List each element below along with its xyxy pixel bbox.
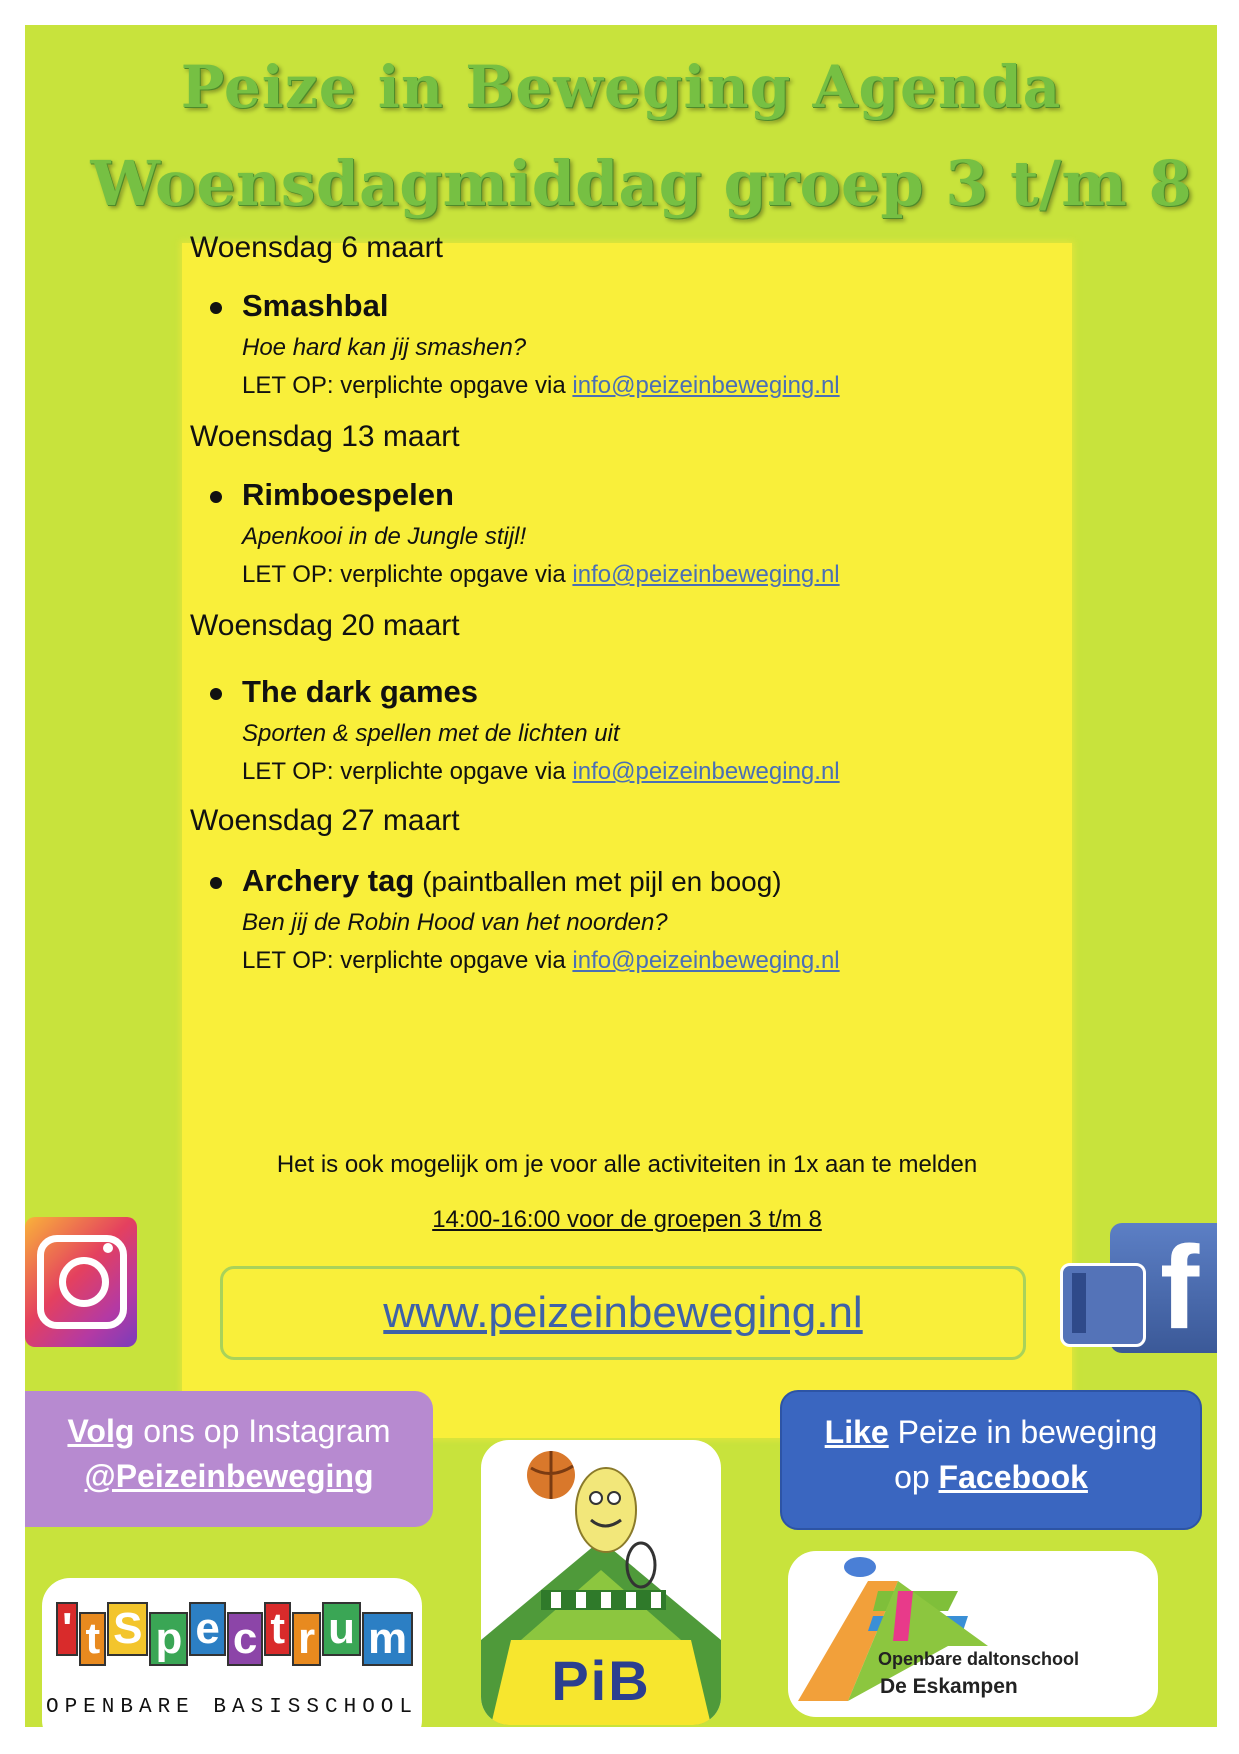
facebook-thumbs-up-icon[interactable]: f (1060, 1223, 1217, 1353)
agenda-day: Woensdag 27 maart (190, 804, 460, 837)
spectrum-letter: e (189, 1602, 225, 1656)
eskampen-school-logo (788, 1551, 1158, 1717)
spectrum-letter: ' (56, 1602, 78, 1656)
activity-note (222, 561, 1062, 589)
follow-label: Volg (67, 1413, 135, 1449)
note-text: LET OP: verplichte opgave via (242, 947, 573, 974)
activity-subtitle: Apenkooi in de Jungle stijl! (242, 523, 527, 550)
note-text: LET OP: verplichte opgave via (242, 561, 573, 588)
poster (25, 25, 1217, 1727)
bullet-icon (210, 302, 222, 314)
agenda-activity (222, 288, 1062, 400)
spectrum-letter: p (149, 1612, 188, 1666)
pib-text: PiB (551, 1649, 651, 1712)
spectrum-letter: c (227, 1612, 263, 1666)
facebook-link[interactable]: Facebook (938, 1459, 1088, 1495)
activity-subtitle: Hoe hard kan jij smashen? (242, 334, 527, 361)
activity-subtitle: Ben jij de Robin Hood van het noorden? (242, 909, 668, 936)
website-box[interactable] (220, 1266, 1026, 1360)
email-link[interactable]: info@peizeinbeweging.nl (572, 561, 840, 588)
page-title: Peize in Beweging Agenda (180, 53, 1062, 121)
op-text: op (894, 1459, 939, 1495)
eskampen-line1: Openbare daltonschool (878, 1649, 1080, 1669)
agenda-activity (222, 477, 1062, 589)
bullet-icon (210, 877, 222, 889)
like-rest: Peize in beweging (888, 1414, 1158, 1450)
spectrum-letter: S (107, 1602, 148, 1656)
follow-rest: ons op Instagram (134, 1413, 391, 1449)
bullet-icon (210, 688, 222, 700)
facebook-card[interactable] (780, 1390, 1202, 1530)
bullet-icon (210, 491, 222, 503)
page-subtitle: Woensdagmiddag groep 3 t/m 8 (90, 147, 1192, 220)
spectrum-letter: t (79, 1612, 106, 1666)
activity-note (222, 947, 1062, 975)
activity-title: The dark games (242, 674, 479, 709)
agenda-day: Woensdag 6 maart (190, 231, 443, 264)
activity-note (222, 758, 1062, 786)
agenda-day: Woensdag 20 maart (190, 609, 460, 642)
note-text: LET OP: verplichte opgave via (242, 758, 573, 785)
activity-note (222, 372, 1062, 400)
eskampen-line2: De Eskampen (880, 1675, 1018, 1698)
note-text: LET OP: verplichte opgave via (242, 372, 573, 399)
agenda-activity (222, 674, 1062, 786)
spectrum-letter: u (322, 1602, 361, 1656)
instagram-handle[interactable]: @Peizeinbeweging (84, 1458, 374, 1494)
time-info: 14:00-16:00 voor de groepen 3 t/m 8 (432, 1206, 822, 1233)
website-link[interactable]: www.peizeinbeweging.nl (383, 1288, 863, 1337)
instagram-card[interactable] (25, 1391, 433, 1527)
spectrum-subtitle: OPENBARE BASISSCHOOL (45, 1696, 419, 1719)
agenda-panel (182, 231, 1072, 1438)
all-activities-note: Het is ook mogelijk om je voor alle activiteiten in 1x aan te melden (276, 1151, 978, 1178)
activity-extra: (paintballen met pijl en boog) (414, 866, 782, 897)
spectrum-wordmark (56, 1604, 414, 1663)
instagram-icon[interactable] (25, 1217, 137, 1347)
pib-logo (481, 1440, 721, 1725)
spectrum-letter: r (292, 1612, 321, 1666)
like-label: Like (824, 1414, 889, 1450)
activity-title: Archery tag (242, 863, 415, 898)
agenda-activity (222, 863, 1062, 975)
spectrum-letter: t (264, 1602, 291, 1656)
spectrum-letter: m (362, 1612, 413, 1666)
activity-title: Rimboespelen (242, 477, 454, 512)
email-link[interactable]: info@peizeinbeweging.nl (572, 758, 840, 785)
activity-subtitle: Sporten & spellen met de lichten uit (242, 720, 620, 747)
agenda-day: Woensdag 13 maart (190, 420, 460, 453)
spectrum-school-logo (42, 1578, 422, 1748)
activity-title: Smashbal (242, 288, 389, 323)
email-link[interactable]: info@peizeinbeweging.nl (572, 947, 840, 974)
email-link[interactable]: info@peizeinbeweging.nl (572, 372, 840, 399)
